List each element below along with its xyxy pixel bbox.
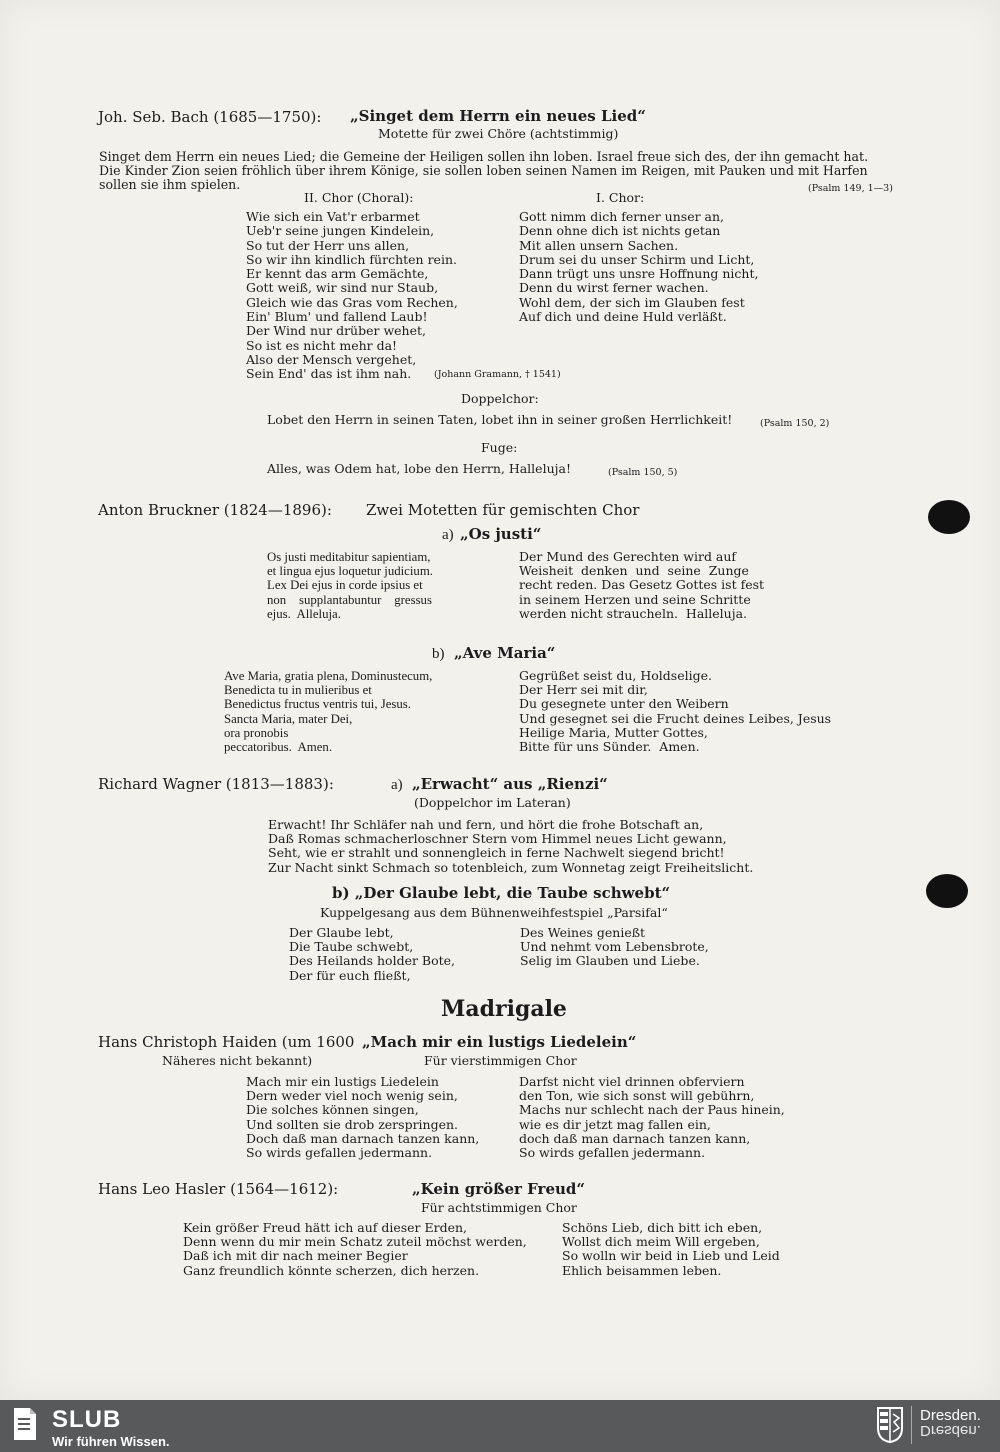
dresden-wordmark-line: Dresden. <box>920 1407 981 1424</box>
piece-subtitle: (Doppelchor im Lateran) <box>414 795 571 810</box>
psalm-reference: (Psalm 150, 2) <box>760 418 830 429</box>
liedelein-right: Darfst nicht viel drinnen obferviern den Ton, wie sich sonst will gebührn, Machs nur schlecht nach der Paus hinein, wie es dir jetzt mag fallen ein, doch daß man darnach tanzen kann, So wirds gefallen jedermann. <box>519 1074 785 1161</box>
piece-title-glaube: b) „Der Glaube lebt, die Taube schwebt“ <box>332 884 671 902</box>
footer-separator <box>911 1406 912 1444</box>
erwacht-text: Erwacht! Ihr Schläfer nah und fern, und hört die frohe Botschaft an, Daß Romas schmacherloschner Stern vom Himmel neues Licht gewann, Seht, wie er strahlt und sonnengleich in ferne Nachwelt siegend bricht! Zur Nacht sinkt Schmach so totenbleich, zum Wonnetag zeigt Freiheitslicht. <box>268 817 754 875</box>
freud-left: Kein größer Freud hätt ich auf dieser Erden, Denn wenn du mir mein Schatz zuteil möchst werden, Daß ich mit dir nach meiner Begier Ganz freundlich könnte scherzen, dich herzen. <box>183 1220 527 1278</box>
composer-bruckner: Anton Bruckner (1824—1896): <box>98 501 332 519</box>
doppelchor-heading: Doppelchor: <box>461 391 539 406</box>
chor2-heading: II. Chor (Choral): <box>304 190 414 205</box>
punch-hole <box>928 500 970 534</box>
psalm-reference: (Psalm 150, 5) <box>608 467 678 478</box>
dresden-wordmark <box>920 1408 981 1438</box>
viewer-footer <box>0 1400 1000 1452</box>
composer-bach: Joh. Seb. Bach (1685—1750): <box>98 108 322 126</box>
chor2-verse: Wie sich ein Vat'r erbarmet Ueb'r seine jungen Kindelein, So tut der Herr uns allen, So wir ihn kindlich fürchten rein. Er kennt das arm Gemächte, Gott weiß, wir sind nur Staub, Gleich wie das Gras vom Rechen, Ein' Blum' und fallend Laub! Der Wind nur drüber wehet, So ist es nicht mehr da! Also der Mensch vergehet, Sein End' das ist ihm nah. <box>246 209 458 382</box>
piece-title-os-justi: „Os justi“ <box>460 525 542 543</box>
psalm-intro-line: Singet dem Herrn ein neues Lied; die Gemeine der Heiligen sollen ihn loben. Israel freue sich des, der ihn gemacht hat. <box>99 149 869 164</box>
fuge-text: Alles, was Odem hat, lobe den Herrn, Halleluja! <box>267 461 571 476</box>
piece-title-erwacht: „Erwacht“ aus „Rienzi“ <box>412 775 608 793</box>
psalm-intro-line: sollen sie ihm spielen. <box>99 177 241 192</box>
punch-hole <box>926 874 968 908</box>
glaube-left: Der Glaube lebt, Die Taube schwebt, Des Heilands holder Bote, Der für euch fließt, <box>289 925 456 983</box>
piece-label: a) <box>391 777 403 793</box>
slub-brand: SLUB <box>52 1406 122 1433</box>
composer-note: Näheres nicht bekannt) <box>162 1053 313 1068</box>
freud-right: Schöns Lieb, dich bitt ich eben, Wollst dich meim Will ergeben, So wolln wir beid in Lieb und Leid Ehlich beisammen leben. <box>562 1220 780 1278</box>
piece-subtitle: Kuppelgesang aus dem Bühnenweihfestspiel „Parsifal“ <box>320 905 668 920</box>
section-heading-madrigale: Madrigale <box>441 996 567 1022</box>
slub-logo-icon <box>12 1406 38 1442</box>
piece-label: a) <box>442 527 454 543</box>
ave-maria-latin: Ave Maria, gratia plena, Dominustecum, Benedicta tu in mulieribus et Benedictus fructus ventris tui, Jesus. Sancta Maria, mater Dei, ora pronobis peccatoribus. Amen. <box>224 669 433 755</box>
piece-title-freud: „Kein größer Freud“ <box>412 1180 586 1198</box>
composer-wagner: Richard Wagner (1813—1883): <box>98 775 334 793</box>
piece-title-singet: „Singet dem Herrn ein neues Lied“ <box>350 107 646 125</box>
chor2-author: (Johann Gramann, † 1541) <box>434 369 561 380</box>
piece-label: b) <box>432 646 445 662</box>
slub-tagline: Wir führen Wissen. <box>52 1434 170 1449</box>
dresden-crest-icon <box>876 1406 904 1444</box>
composer-haiden: Hans Christoph Haiden (um 1600 <box>98 1033 355 1051</box>
psalm-reference: (Psalm 149, 1—3) <box>808 183 893 194</box>
glaube-right: Des Weines genießt Und nehmt vom Lebensbrote, Selig im Glauben und Liebe. <box>520 925 709 969</box>
bruckner-heading: Zwei Motetten für gemischten Chor <box>366 501 640 519</box>
piece-subtitle: Für vierstimmigen Chor <box>424 1053 577 1068</box>
doppelchor-text: Lobet den Herrn in seinen Taten, lobet ihn in seiner großen Herrlichkeit! <box>267 412 733 427</box>
psalm-intro-line: Die Kinder Zion seien fröhlich über ihrem Könige, sie sollen loben seinen Namen im Reigen, mit Pauken und mit Harfen <box>99 163 868 178</box>
piece-title-liedelein: „Mach mir ein lustigs Liedelein“ <box>362 1033 637 1051</box>
composer-hasler: Hans Leo Hasler (1564—1612): <box>98 1180 339 1198</box>
piece-subtitle: Für achtstimmigen Chor <box>421 1200 577 1215</box>
chor1-heading: I. Chor: <box>596 190 645 205</box>
os-justi-german: Der Mund des Gerechten wird auf Weisheit denken und seine Zunge recht reden. Das Gesetz Gottes ist fest in seinem Herzen und seine Schritte werden nicht straucheln. Halleluja. <box>519 549 765 621</box>
liedelein-left: Mach mir ein lustigs Liedelein Dern weder viel noch wenig sein, Die solches können singen, Und sollten sie drob zerspringen. Doch daß man darnach tanzen kann, So wirds gefallen jedermann. <box>246 1074 480 1161</box>
fuge-heading: Fuge: <box>481 440 518 455</box>
dresden-wordmark-mirror: Dresden. <box>920 1422 981 1439</box>
chor1-verse: Gott nimm dich ferner unser an, Denn ohne dich ist nichts getan Mit allen unsern Sachen. Drum sei du unser Schirm und Licht, Dann trügt uns unsre Hoffnung nicht, Denn du wirst ferner wachen. Wohl dem, der sich im Glauben fest Auf dich und deine Huld verläßt. <box>519 209 759 325</box>
ave-maria-german: Gegrüßet seist du, Holdselige. Der Herr sei mit dir, Du gesegnete unter den Weibern Und gesegnet sei die Frucht deines Leibes, Jesus Heilige Maria, Mutter Gottes, Bitte für uns Sünder. Amen. <box>519 668 832 755</box>
piece-title-ave-maria: „Ave Maria“ <box>454 644 556 662</box>
os-justi-latin: Os justi meditabitur sapientiam, et lingua ejus loquetur judicium. Lex Dei ejus in corde ipsius et non supplantabuntur gressus ejus. Alleluja. <box>267 550 433 621</box>
piece-subtitle: Motette für zwei Chöre (achtstimmig) <box>378 126 619 141</box>
